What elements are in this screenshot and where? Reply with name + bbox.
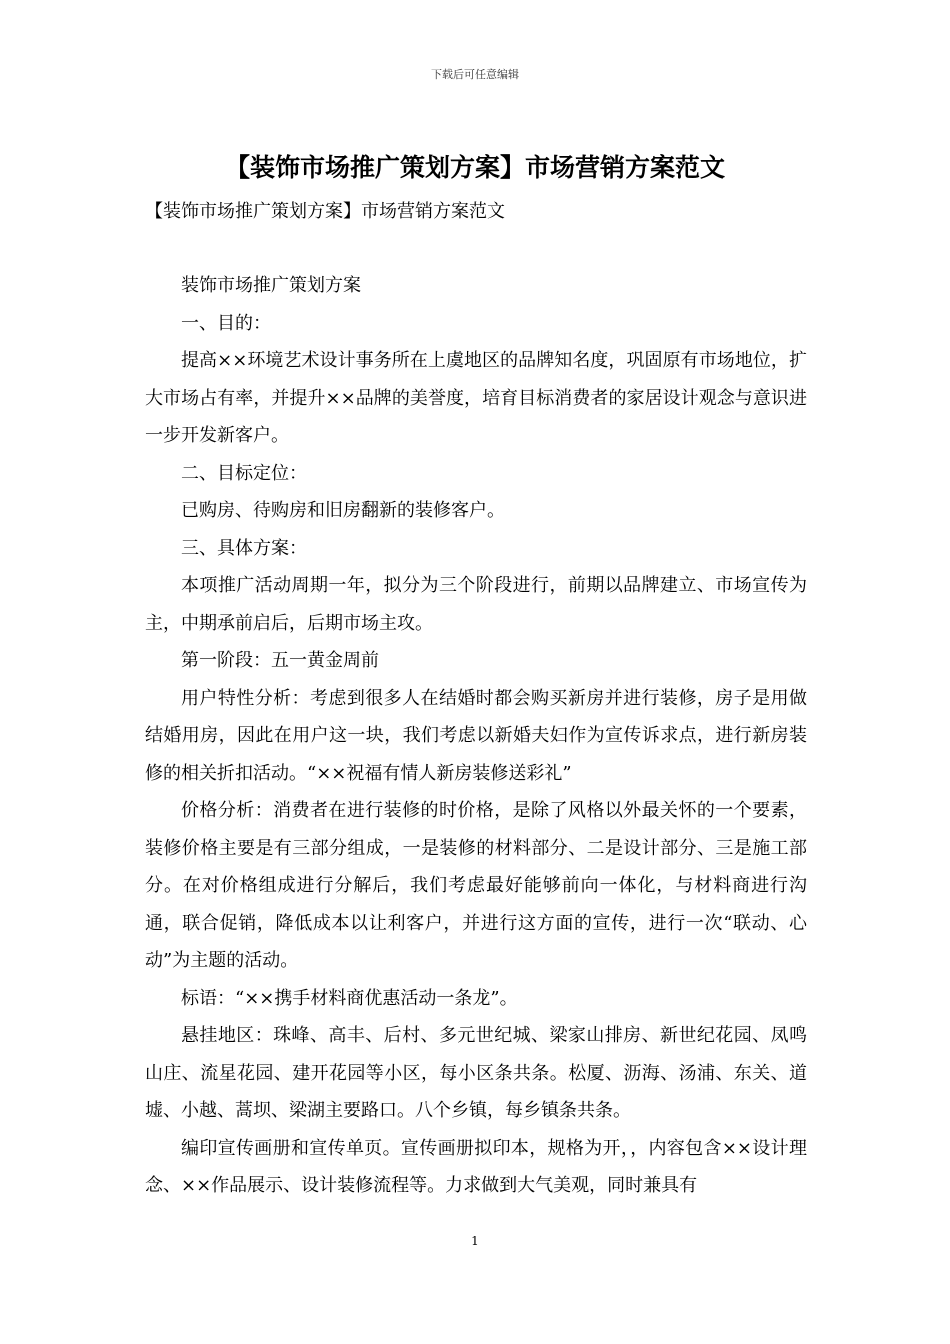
page-number: 1 (471, 1234, 479, 1248)
stage-heading-first: 第一阶段：五一黄金周前 (181, 650, 379, 671)
paragraph-schedule: 本项推广活动周期一年，拟分为三个阶段进行，前期以品牌建立、市场宣传为主，中期承前启后，后期市场主攻。 (145, 575, 807, 634)
paragraph-purpose: 提高××环境艺术设计事务所在上虞地区的品牌知名度，巩固原有市场地位，扩大市场占有率，并提升××品牌的美誉度，培育目标消费者的家居设计观念与意识进一步开发新客户。 (145, 350, 807, 446)
section-heading-specific-plan: 三、具体方案： (181, 537, 307, 559)
paragraph-target: 已购房、待购房和旧房翻新的装修客户。 (181, 500, 505, 521)
section-heading-target: 二、目标定位： (181, 462, 307, 484)
paragraph-banner-areas: 悬挂地区：珠峰、高丰、后村、多元世纪城、梁家山排房、新世纪花园、凤鸣山庄、流星花园、建开花园等小区，每小区条共条。松厦、沥海、汤浦、东关、道墟、小越、蒿坝、梁湖主要路口。八个乡镇，每乡镇条共条。 (145, 1025, 807, 1121)
paragraph-user-analysis: 用户特性分析：考虑到很多人在结婚时都会购买新房并进行装修，房子是用做结婚用房，因此在用户这一块，我们考虑以新婚夫妇作为宣传诉求点，进行新房装修的相关折扣活动。“××祝福有情人新房装修送彩礼” (145, 687, 807, 784)
document-body (145, 267, 807, 1205)
paragraph-price-analysis: 价格分析：消费者在进行装修的时价格，是除了风格以外最关怀的一个要素，装修价格主要是有三部分组成，一是装修的材料部分、二是设计部分、三是施工部分。在对价格组成进行分解后，我们考虑最好能够前向一体化，与材料商进行沟通，联合促销，降低成本以让利客户，并进行这方面的宣传，进行一次“联动、心动”为主题的活动。 (145, 800, 807, 971)
document-subtitle: 【装饰市场推广策划方案】市场营销方案范文 (145, 201, 505, 222)
page-header: 下载后可任意编辑 (431, 68, 519, 81)
document-title: 【装饰市场推广策划方案】市场营销方案范文 (224, 153, 725, 182)
paragraph-slogan: 标语：“××携手材料商优惠活动一条龙”。 (181, 987, 518, 1009)
section-heading-plan: 装饰市场推广策划方案 (181, 275, 361, 296)
paragraph-brochure: 编印宣传画册和宣传单页。宣传画册拟印本，规格为开，，内容包含××设计理念、××作品展示、设计装修流程等。力求做到大气美观，同时兼具有 (145, 1137, 807, 1196)
section-heading-purpose: 一、目的： (181, 312, 271, 334)
